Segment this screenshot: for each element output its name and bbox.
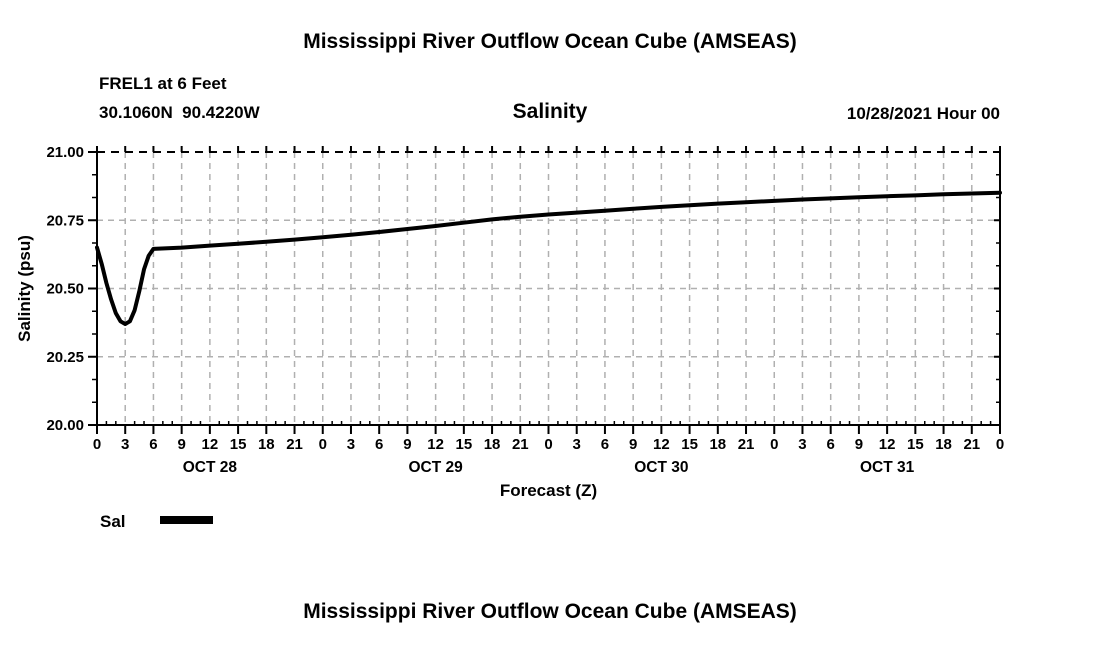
x-tick-label: 21: [511, 436, 529, 453]
x-tick-label: 15: [681, 436, 698, 453]
x-tick-label: 21: [286, 436, 303, 453]
legend-line-swatch: [160, 516, 213, 524]
x-tick-label: 6: [600, 436, 610, 453]
x-tick-label: 9: [628, 436, 638, 453]
x-tick-label: 12: [878, 436, 896, 453]
x-tick-label: 18: [483, 436, 501, 453]
x-tick-label: 0: [92, 436, 102, 453]
y-tick-label: 20.25: [46, 348, 84, 366]
x-tick-label: 6: [375, 436, 384, 453]
x-tick-label: 0: [318, 436, 327, 453]
day-label: OCT 30: [634, 459, 689, 476]
x-tick-label: 21: [963, 436, 981, 453]
x-tick-label: 18: [709, 436, 727, 453]
day-label: OCT 28: [182, 459, 238, 476]
run-timestamp: 10/28/2021 Hour 00: [846, 104, 1000, 123]
x-tick-label: 0: [544, 436, 553, 453]
day-label: OCT 29: [408, 459, 463, 476]
page-title: Mississippi River Outflow Ocean Cube (AMSEAS): [303, 30, 797, 53]
x-tick-label: 15: [229, 436, 247, 453]
x-tick-label: 9: [854, 436, 864, 453]
y-tick-label: 20.00: [46, 417, 84, 434]
x-tick-label: 15: [907, 436, 924, 453]
x-tick-label: 9: [403, 436, 412, 453]
legend-label: Sal: [100, 512, 126, 531]
x-tick-label: 0: [995, 436, 1005, 453]
y-tick-label: 20.50: [46, 280, 84, 298]
x-tick-label: 18: [935, 436, 952, 453]
x-tick-label: 12: [201, 436, 219, 453]
x-tick-label: 15: [455, 436, 473, 453]
chart-title: Salinity: [512, 100, 588, 123]
x-tick-label: 21: [737, 436, 755, 453]
x-tick-label: 3: [346, 436, 356, 453]
coordinates-label: 30.1060N 90.4220W: [99, 103, 260, 122]
x-tick-label: 6: [149, 436, 158, 453]
x-tick-label: 9: [177, 436, 186, 453]
x-tick-label: 12: [427, 436, 444, 453]
footer-title: Mississippi River Outflow Ocean Cube (AMSEAS): [303, 600, 797, 623]
x-axis-title: Forecast (Z): [499, 481, 598, 500]
station-label: FREL1 at 6 Feet: [99, 74, 227, 93]
x-tick-label: 18: [257, 436, 275, 453]
x-tick-label: 6: [826, 436, 835, 453]
x-tick-label: 3: [121, 436, 130, 453]
y-tick-label: 21.00: [46, 144, 84, 161]
x-tick-label: 3: [572, 436, 581, 453]
x-tick-label: 0: [770, 436, 779, 453]
y-axis-title: Salinity (psu): [15, 235, 34, 342]
day-label: OCT 31: [859, 459, 915, 476]
y-tick-label: 20.75: [46, 212, 84, 230]
x-tick-label: 3: [798, 436, 807, 453]
x-tick-label: 12: [653, 436, 670, 453]
